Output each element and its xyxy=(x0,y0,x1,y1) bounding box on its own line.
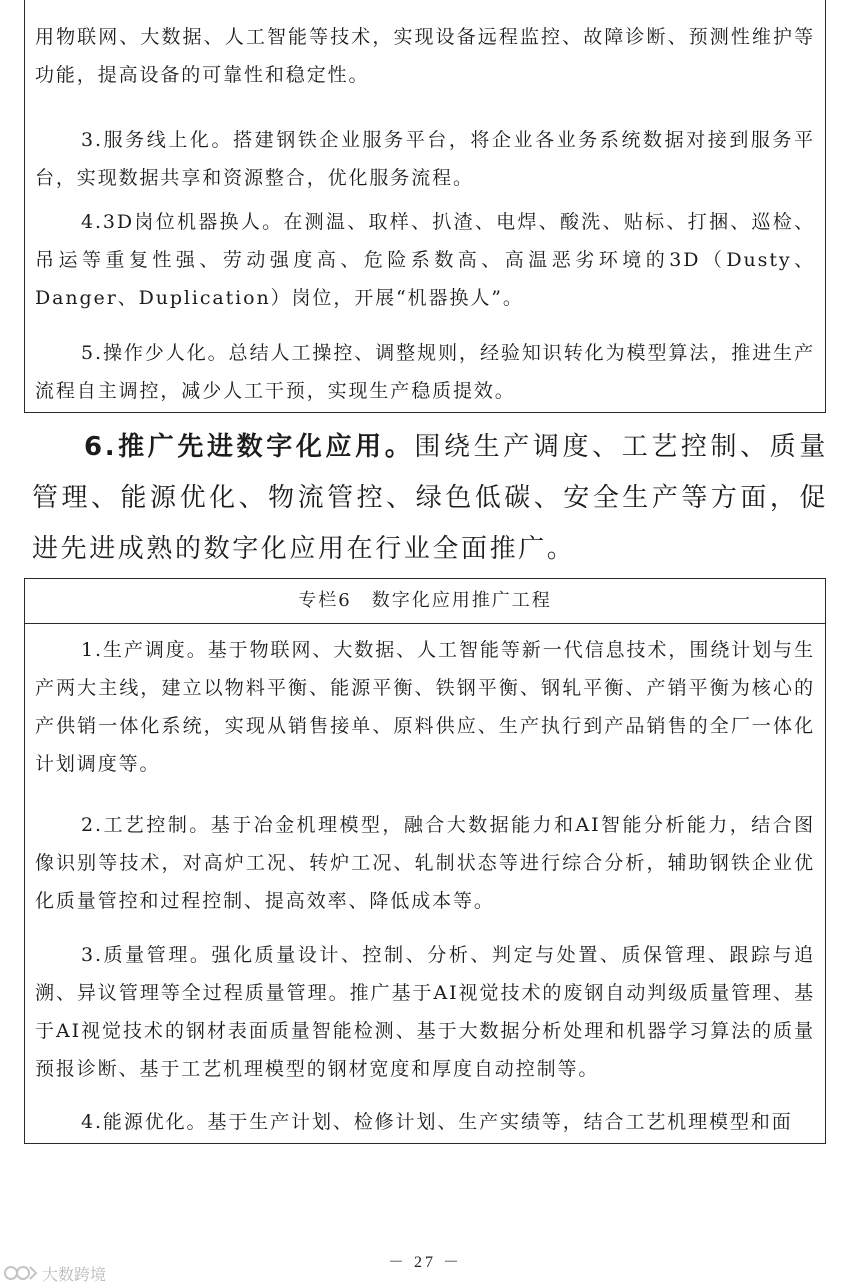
box2-paragraph-lead: 4.能源优化。 xyxy=(81,1111,208,1133)
box1-paragraph-lead: 5.操作少人化。 xyxy=(81,342,229,364)
watermark-text: 大数跨境 xyxy=(42,1264,107,1284)
box1-paragraph-text: 搭建钢铁企业服务平台，将企业各业务系统数据对接到服务平台，实现数据共享和资源整合，优化服务流程。 xyxy=(35,129,815,189)
box1-paragraph-text: 在测温、取样、扒渣、电焊、酸洗、贴标、打捆、巡检、吊运等重复性强、劳动强度高、危险系数高、高温恶劣环境的3D（Dusty、Danger、Duplication）岗位，开展“机器换人”。 xyxy=(35,211,815,309)
box2-paragraph-text: 强化质量设计、控制、分析、判定与处置、质保管理、跟踪与追溯、异议管理等全过程质量管理。推广基于AI视觉技术的废钢自动判级质量管理、基于AI视觉技术的钢材表面质量智能检测、基于大数据分析处理和机器学习算法的质量预报诊断、基于工艺机理模型的钢材宽度和厚度自动控制等。 xyxy=(35,944,815,1080)
box2-paragraph-text: 基于生产计划、检修计划、生产实绩等，结合工艺机理模型和面 xyxy=(207,1111,793,1133)
box1-paragraph-3 xyxy=(35,121,815,197)
box2-paragraph-lead: 3.质量管理。 xyxy=(81,944,212,966)
box1-paragraph-text: 用物联网、大数据、人工智能等技术，实现设备远程监控、故障诊断、预测性维护等功能，提高设备的可靠性和稳定性。 xyxy=(35,26,815,86)
page-number: － 27 － xyxy=(387,1254,462,1271)
box2-paragraph-4 xyxy=(35,1103,815,1141)
box2-paragraph-text: 基于冶金机理模型，融合大数据能力和AI智能分析能力，结合图像识别等技术，对高炉工况、转炉工况、轧制状态等进行综合分析，辅助钢铁企业优化质量管控和过程控制、提高效率、降低成本等。 xyxy=(35,814,815,912)
box1-paragraph-continued xyxy=(35,18,815,94)
column-box-title: 专栏6 数字化应用推广工程 xyxy=(25,579,825,624)
box2-paragraph-2 xyxy=(35,806,815,920)
box1-paragraph-4 xyxy=(35,203,815,317)
watermark-logo-icon xyxy=(4,1263,38,1283)
box1-paragraph-lead: 4.3D岗位机器换人。 xyxy=(81,211,284,233)
top-column-box xyxy=(24,0,826,413)
box2-paragraph-1 xyxy=(35,631,815,783)
box2-paragraph-3 xyxy=(35,936,815,1088)
main-paragraph-lead: 6.推广先进数字化应用。 xyxy=(84,432,415,462)
box2-paragraph-text: 基于物联网、大数据、人工智能等新一代信息技术，围绕计划与生产两大主线，建立以物料平衡、能源平衡、铁钢平衡、钢轧平衡、产销平衡为核心的产供销一体化系统，实现从销售接单、原料供应、生产执行到产品销售的全厂一体化计划调度等。 xyxy=(35,639,815,775)
main-body-paragraph xyxy=(32,422,828,575)
column-box-6 xyxy=(24,578,826,1144)
box2-paragraph-lead: 2.工艺控制。 xyxy=(81,814,211,836)
main-paragraph-text: 围绕生产调度、工艺控制、质量管理、能源优化、物流管控、绿色低碳、安全生产等方面，促进先进成熟的数字化应用在行业全面推广。 xyxy=(32,432,829,564)
box2-paragraph-lead: 1.生产调度。 xyxy=(81,639,208,661)
watermark xyxy=(4,1262,106,1284)
box1-paragraph-5 xyxy=(35,334,815,410)
box1-paragraph-text: 总结人工操控、调整规则，经验知识转化为模型算法，推进生产流程自主调控，减少人工干预，实现生产稳质提效。 xyxy=(35,342,815,402)
box1-paragraph-lead: 3.服务线上化。 xyxy=(81,129,234,151)
